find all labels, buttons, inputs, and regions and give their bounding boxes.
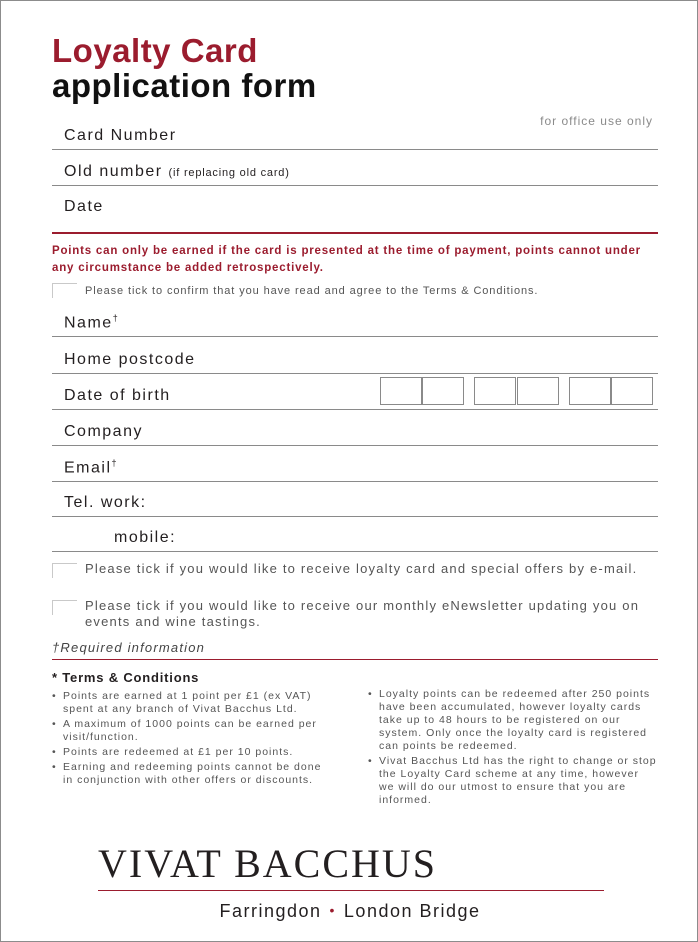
company-field[interactable] xyxy=(52,411,658,446)
tel-work-label: Tel. work: xyxy=(64,494,147,511)
dob-day-2-box[interactable] xyxy=(422,377,464,405)
home-postcode-field[interactable] xyxy=(52,338,658,374)
old-number-label: Old number (if replacing old card) xyxy=(64,163,290,180)
form-subtitle: application form xyxy=(52,67,317,104)
required-info-note: †Required information xyxy=(52,640,206,655)
old-number-note: (if replacing old card) xyxy=(168,167,290,179)
date-of-birth-field xyxy=(52,375,658,410)
terms-item: • Loyalty points can be redeemed after 250 points have been accumulated, however loyalty cards take up to 48 hours to be registered on our system. Only once the loyalty card is registered can points be redeemed. xyxy=(368,688,658,753)
terms-item: • Points are redeemed at £1 per 10 points. xyxy=(52,746,327,759)
terms-divider xyxy=(52,641,658,660)
card-number-field[interactable] xyxy=(52,119,658,150)
name-label: Name† xyxy=(64,312,120,331)
date-label: Date xyxy=(64,198,104,215)
location-london-bridge: London Bridge xyxy=(343,901,481,921)
date-field[interactable] xyxy=(52,187,658,234)
terms-item: • A maximum of 1000 points can be earned per visit/function. xyxy=(52,718,327,744)
terms-tick-label: Please tick to confirm that you have read and agree to the Terms & Conditions. xyxy=(85,285,539,297)
offers-tick-label: Please tick if you would like to receive loyalty card and special offers by e-mail. xyxy=(85,561,638,576)
dob-month-2-box[interactable] xyxy=(517,377,559,405)
email-field[interactable] xyxy=(52,447,658,482)
terms-checkbox[interactable] xyxy=(52,283,77,298)
newsletter-checkbox[interactable] xyxy=(52,600,77,615)
logo-underline xyxy=(98,890,604,891)
terms-title: * Terms & Conditions xyxy=(52,670,200,685)
dob-day-1-box[interactable] xyxy=(380,377,422,405)
newsletter-tick-label: Please tick if you would like to receive our monthly eNewsletter updating you on events and wine tastings. xyxy=(85,598,640,629)
offers-checkbox[interactable] xyxy=(52,563,77,578)
vivat-bacchus-logo: VIVAT BACCHUS xyxy=(98,841,438,886)
name-field[interactable] xyxy=(52,301,658,337)
date-of-birth-label: Date of birth xyxy=(64,387,171,404)
terms-item: • Vivat Bacchus Ltd has the right to change or stop the Loyalty Card scheme at any time, however we will do our utmost to ensure that you are informed. xyxy=(368,755,658,807)
mobile-label: mobile: xyxy=(114,529,177,546)
location-farringdon: Farringdon xyxy=(219,901,322,921)
office-use-note: for office use only xyxy=(540,114,653,128)
terms-item: • Points are earned at 1 point per £1 (ex VAT) spent at any branch of Vivat Bacchus Ltd. xyxy=(52,690,327,716)
newsletter-tick-row xyxy=(52,598,658,632)
dob-year-1-box[interactable] xyxy=(569,377,611,405)
home-postcode-label: Home postcode xyxy=(64,351,196,368)
offers-tick-row xyxy=(52,561,658,595)
dob-month-1-box[interactable] xyxy=(474,377,516,405)
old-number-field[interactable] xyxy=(52,151,658,186)
locations xyxy=(1,901,698,922)
form-title: Loyalty Card xyxy=(52,32,258,69)
terms-tick-row xyxy=(52,283,658,301)
dob-year-2-box[interactable] xyxy=(611,377,653,405)
terms-right-column xyxy=(368,688,658,809)
location-separator: • xyxy=(329,902,336,918)
points-warning: Points can only be earned if the card is presented at the time of payment, points cannot under any circumstance be added retrospectively. xyxy=(52,245,641,274)
mobile-field[interactable] xyxy=(52,518,658,552)
card-number-label: Card Number xyxy=(64,127,177,144)
tel-work-field[interactable] xyxy=(52,483,658,517)
terms-left-column xyxy=(52,690,327,789)
company-label: Company xyxy=(64,423,143,440)
terms-item: • Earning and redeeming points cannot be done in conjunction with other offers or discounts. xyxy=(52,761,327,787)
email-label: Email† xyxy=(64,457,119,476)
